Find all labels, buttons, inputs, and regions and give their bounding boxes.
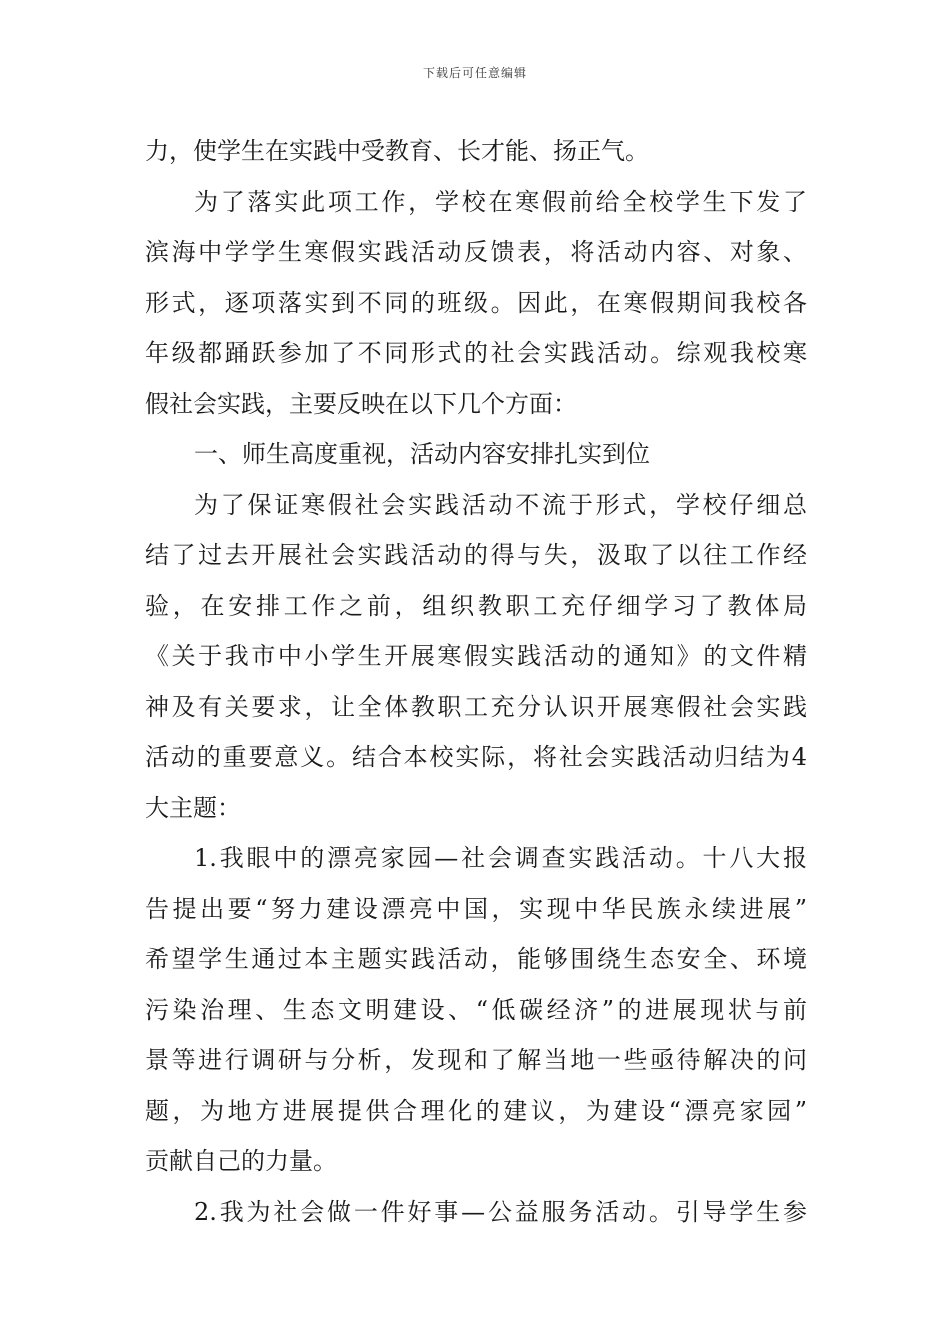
- text-line: 一、师生高度重视，活动内容安排扎实到位: [194, 440, 650, 468]
- text-line: 为了保证寒假社会实践活动不流于形式，学校仔细总: [194, 490, 807, 519]
- text-line: 题，为地方进展提供合理化的建议，为建设“漂亮家园”: [145, 1096, 807, 1125]
- text-line: 2.我为社会做一件好事—公益服务活动。引导学生参: [194, 1197, 807, 1226]
- text-line: 《关于我市中小学生开展寒假实践活动的通知》的文件精: [145, 642, 807, 670]
- document-body: [145, 126, 807, 1237]
- text-line: 结了过去开展社会实践活动的得与失，汲取了以往工作经: [145, 541, 807, 569]
- text-line: 假社会实践，主要反映在以下几个方面：: [145, 389, 577, 418]
- text-line: 贡献自己的力量。: [145, 1147, 337, 1175]
- text-line: 验，在安排工作之前，组织教职工充仔细学习了教体局: [145, 591, 807, 620]
- page-header: 下载后可任意编辑: [422, 66, 527, 80]
- text-line: 为了落实此项工作，学校在寒假前给全校学生下发了: [194, 187, 807, 216]
- text-line: 形式，逐项落实到不同的班级。因此，在寒假期间我校各: [145, 288, 807, 317]
- text-line: 告提出要“努力建设漂亮中国，实现中华民族永续进展”: [145, 894, 807, 923]
- text-line: 1.我眼中的漂亮家园—社会调查实践活动。十八大报: [194, 844, 807, 872]
- text-line: 滨海中学学生寒假实践活动反馈表，将活动内容、对象、: [145, 238, 807, 266]
- text-line: 力，使学生在实践中受教育、长才能、扬正气。: [145, 137, 649, 165]
- text-line: 污染治理、生态文明建设、“低碳经济”的进展现状与前: [145, 995, 807, 1024]
- text-line: 活动的重要意义。结合本校实际，将社会实践活动归结为4: [145, 743, 807, 771]
- text-line: 希望学生通过本主题实践活动，能够围绕生态安全、环境: [145, 945, 807, 973]
- text-line: 景等进行调研与分析，发现和了解当地一些亟待解决的问: [145, 1046, 807, 1074]
- text-line: 大主题：: [145, 793, 241, 822]
- text-line: 神及有关要求，让全体教职工充分认识开展寒假社会实践: [145, 692, 807, 721]
- text-line: 年级都踊跃参加了不同形式的社会实践活动。综观我校寒: [145, 339, 807, 367]
